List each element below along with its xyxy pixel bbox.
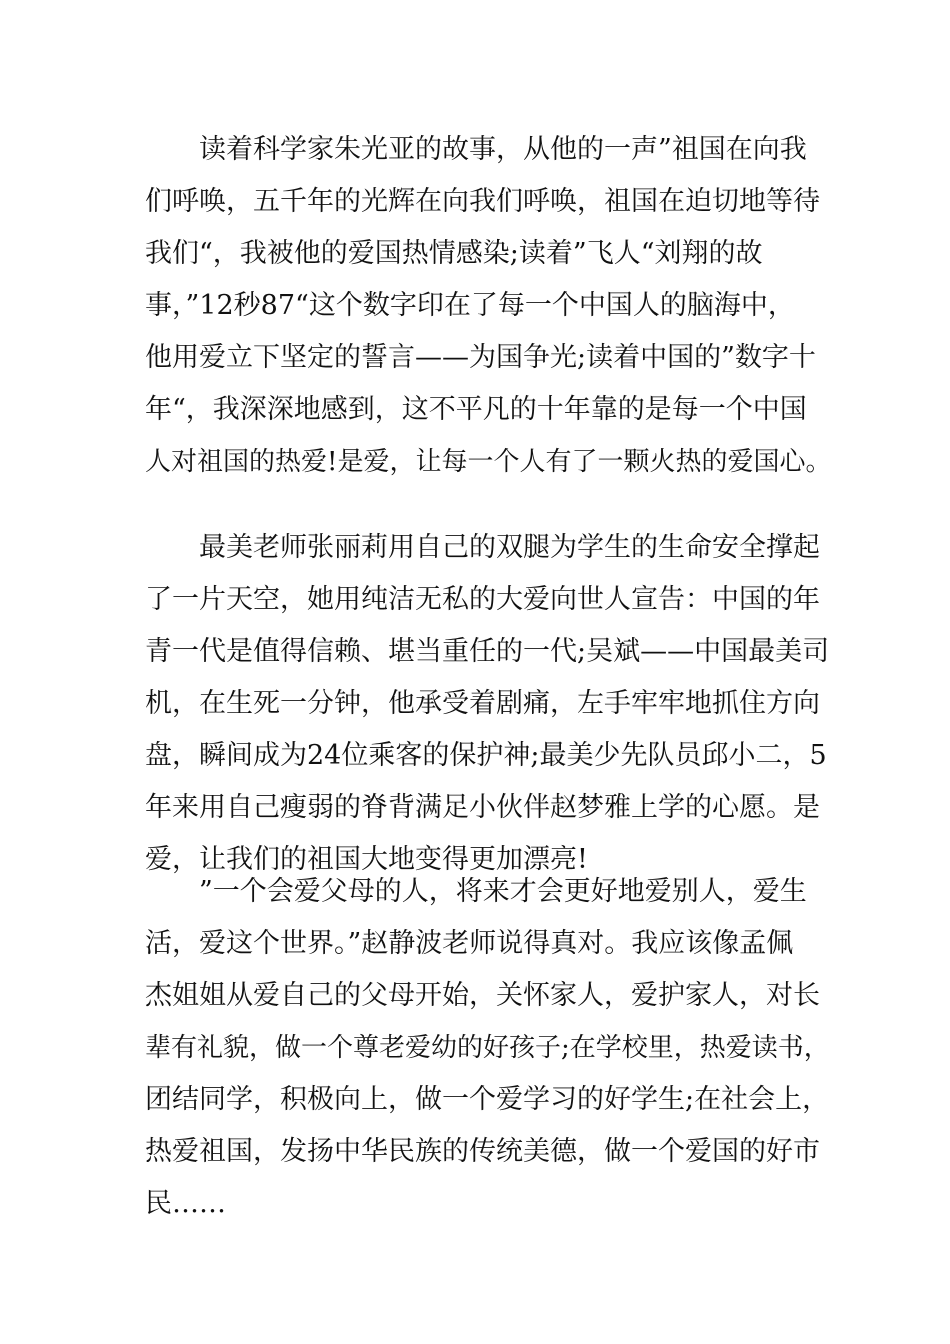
- paragraph-line: 民……: [145, 1188, 226, 1219]
- paragraph-line: 读着科学家朱光亚的故事，从他的一声”祖国在向我: [199, 134, 807, 165]
- paragraph-line: 人对祖国的热爱!是爱，让每一个人有了一颗火热的爱国心。: [145, 447, 832, 477]
- paragraph-line: 团结同学，积极向上，做一个爱学习的好学生;在社会上，: [145, 1084, 830, 1115]
- paragraph-line: 年“，我深深地感到，这不平凡的十年靠的是每一个中国: [145, 394, 807, 425]
- paragraph-line: 机，在生死一分钟，他承受着剧痛，左手牢牢地抓住方向: [145, 688, 820, 719]
- paragraph-most-beautiful: [145, 522, 830, 886]
- paragraph-line: 爱，让我们的祖国大地变得更加漂亮!: [145, 844, 588, 875]
- paragraph-line: 他用爱立下坚定的誓言——为国争光;读着中国的”数字十: [145, 342, 816, 373]
- paragraph-line: 我们“，我被他的爱国热情感染;读着”飞人“刘翔的故: [145, 238, 763, 269]
- paragraph-line: 活，爱这个世界。”赵静波老师说得真对。我应该像孟佩: [145, 928, 794, 959]
- paragraph-zhu-guangya: [145, 124, 832, 488]
- paragraph-line: 了一片天空，她用纯洁无私的大爱向世人宣告：中国的年: [145, 584, 820, 615]
- paragraph-line: ”一个会爱父母的人，将来才会更好地爱别人，爱生: [199, 876, 807, 907]
- paragraph-line: 盘，瞬间成为24位乘客的保护神;最美少先队员邱小二，5: [145, 740, 827, 771]
- paragraph-line: 年来用自己瘦弱的脊背满足小伙伴赵梦雅上学的心愿。是: [145, 792, 820, 823]
- paragraph-line: 青一代是值得信赖、堪当重任的一代;吴斌——中国最美司: [145, 636, 830, 667]
- paragraph-line: 热爱祖国，发扬中华民族的传统美德，做一个爱国的好市: [145, 1136, 820, 1167]
- paragraph-line: 们呼唤，五千年的光辉在向我们呼唤，祖国在迫切地等待: [145, 186, 820, 217]
- paragraph-line: 最美老师张丽莉用自己的双腿为学生的生命安全撑起: [199, 532, 820, 563]
- paragraph-love-parents: [145, 866, 830, 1230]
- paragraph-line: 辈有礼貌，做一个尊老爱幼的好孩子;在学校里，热爱读书，: [145, 1033, 830, 1063]
- paragraph-line: 事，”12秒87“这个数字印在了每一个中国人的脑海中，: [145, 290, 795, 321]
- paragraph-line: 杰姐姐从爱自己的父母开始，关怀家人，爱护家人，对长: [145, 980, 820, 1011]
